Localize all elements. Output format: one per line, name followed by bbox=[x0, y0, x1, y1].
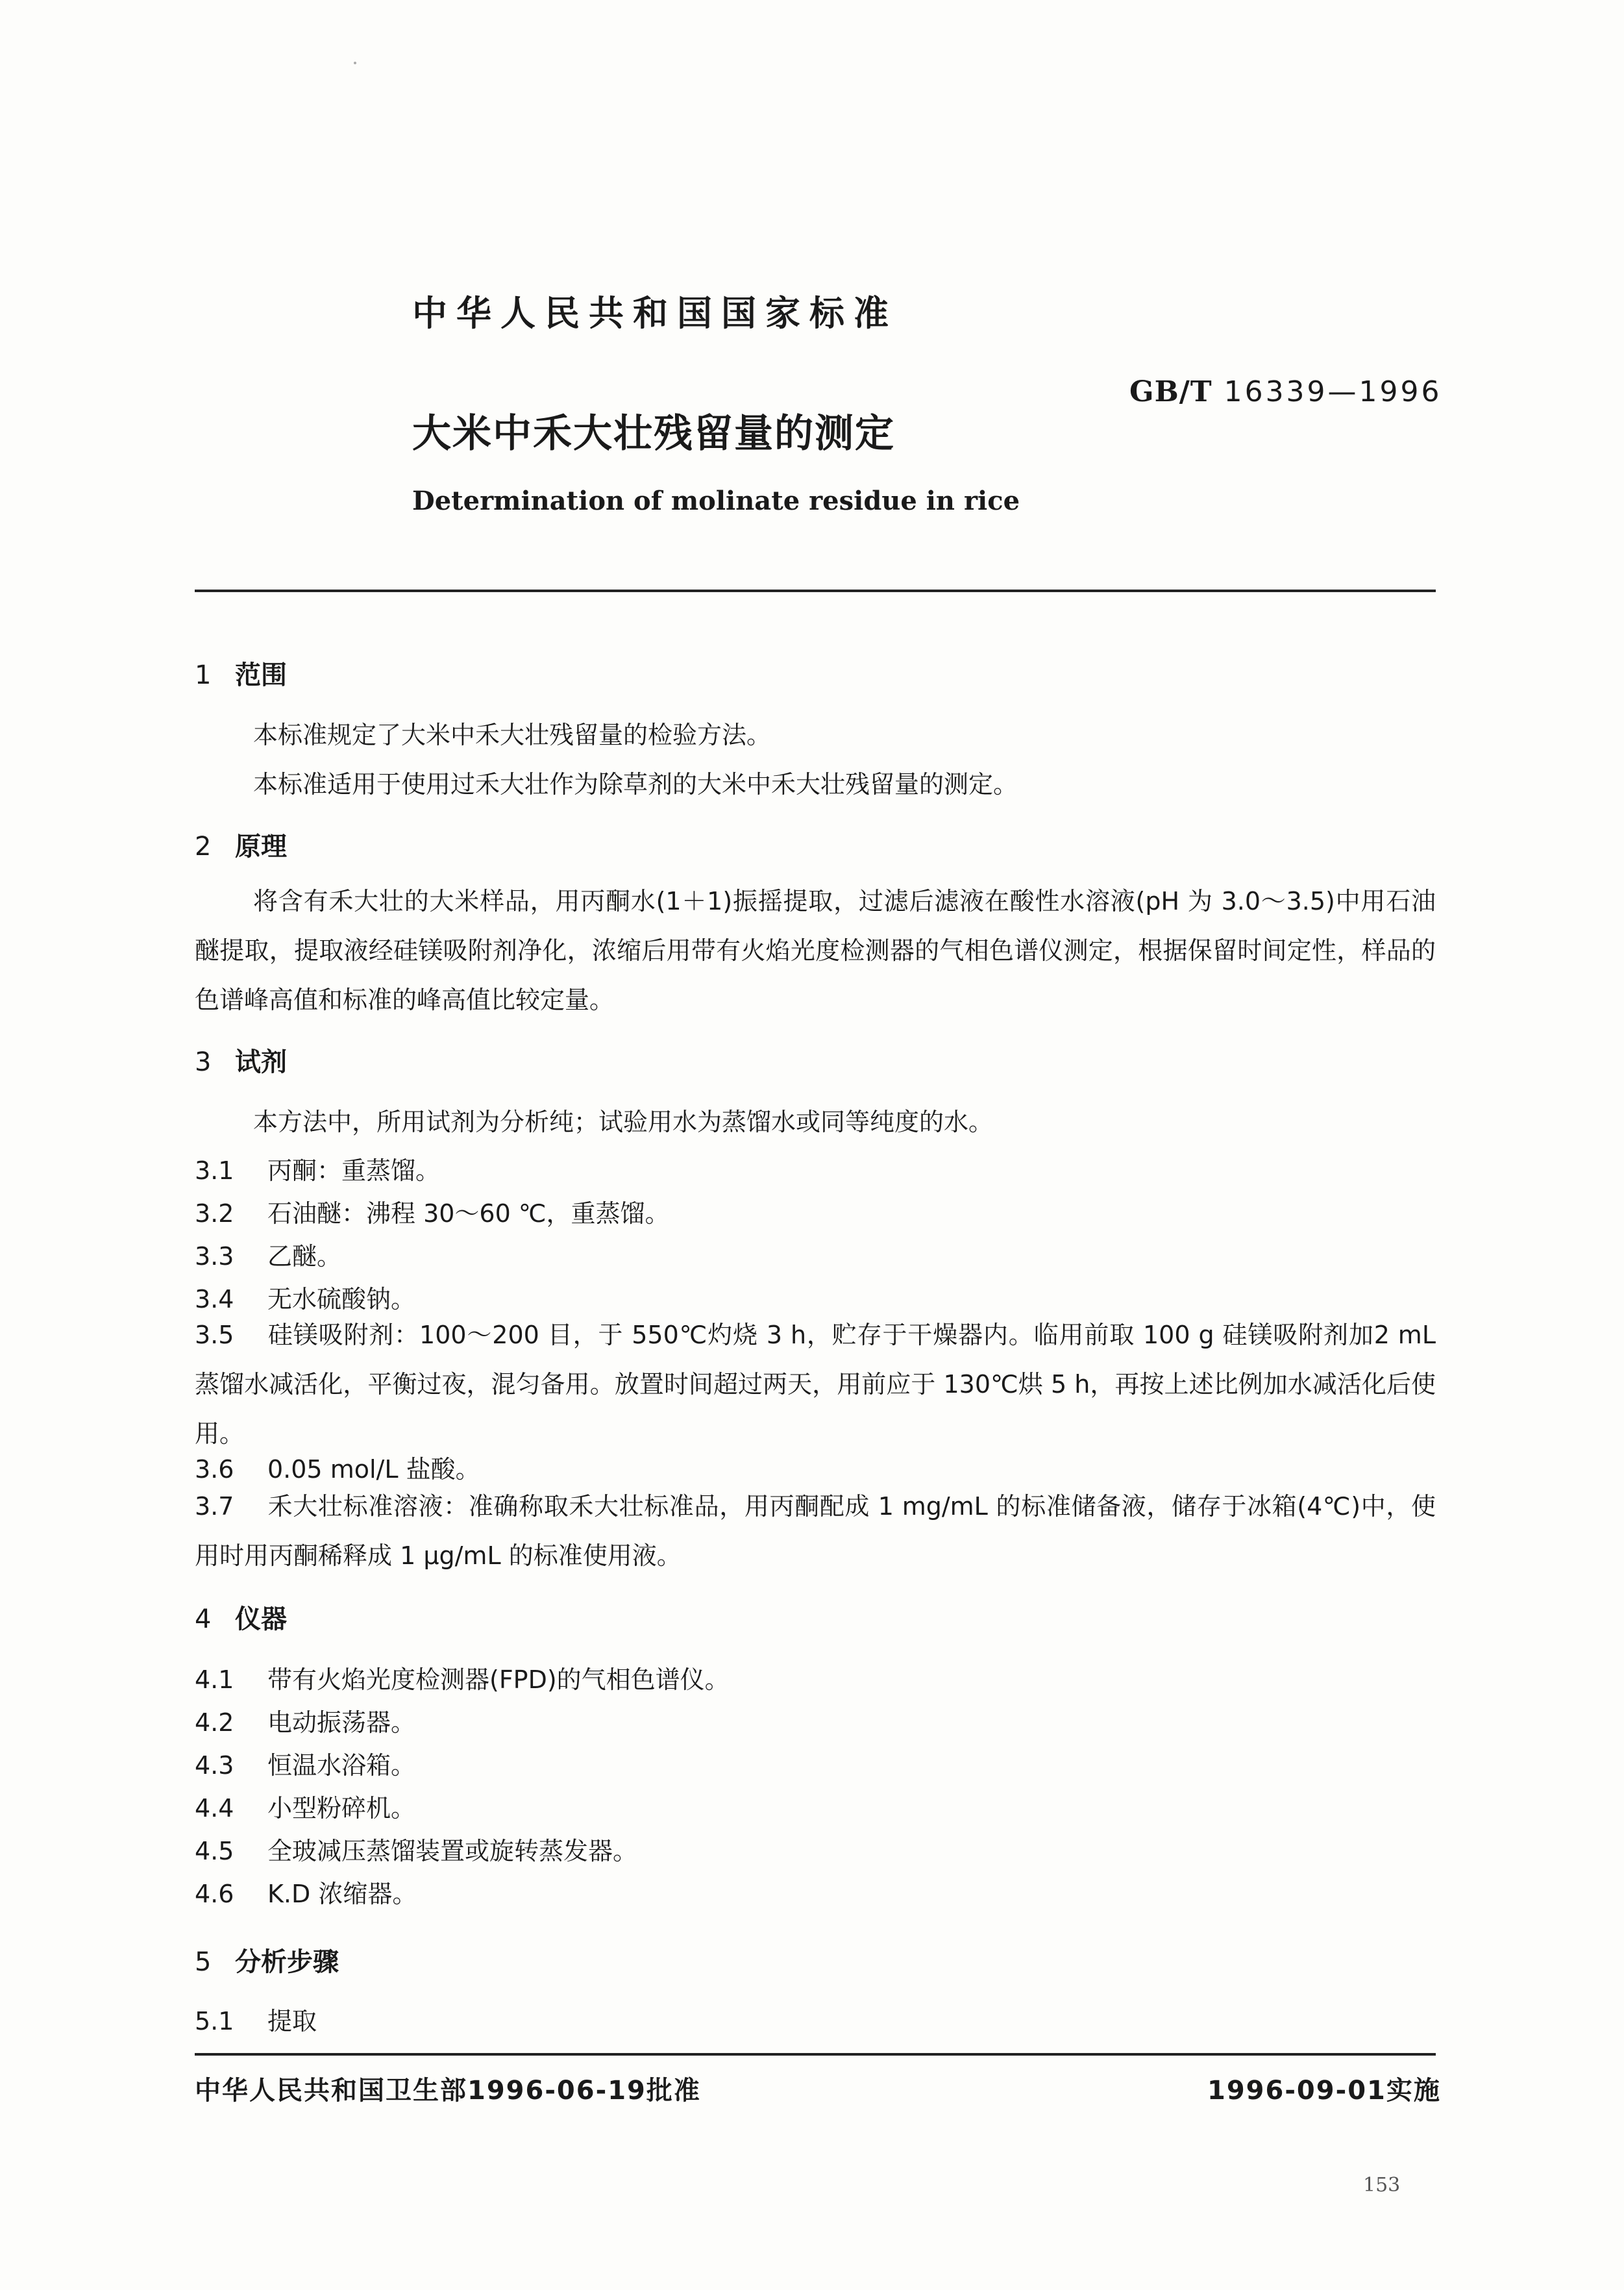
instrument-item bbox=[195, 1831, 637, 1867]
document-title: 大米中禾大壮残留量的测定 bbox=[412, 411, 895, 456]
section-5-heading bbox=[195, 1941, 339, 1978]
section-title: 分析步骤 bbox=[235, 1947, 339, 1977]
item-text: 石油醚：沸程 30～60 ℃，重蒸馏。 bbox=[267, 1199, 670, 1228]
header-divider bbox=[195, 590, 1436, 592]
approval-info: 中华人民共和国卫生部1996-06-19批准 bbox=[195, 2076, 701, 2106]
item-number: 4.6 bbox=[195, 1880, 234, 1908]
item-number: 5.1 bbox=[195, 2007, 234, 2035]
section-3-intro: 本方法中，所用试剂为分析纯；试验用水为蒸馏水或同等纯度的水。 bbox=[253, 1108, 994, 1136]
section-2-heading bbox=[195, 826, 287, 863]
item-number: 4.5 bbox=[195, 1837, 234, 1865]
item-text: 全玻减压蒸馏装置或旋转蒸发器。 bbox=[267, 1837, 638, 1865]
section-number: 1 bbox=[195, 660, 212, 690]
step-item bbox=[195, 2001, 317, 2037]
implementation-date: 1996-09-01实施 bbox=[1207, 2076, 1441, 2106]
page-number: 153 bbox=[1363, 2174, 1401, 2197]
item-text: 带有火焰光度检测器(FPD)的气相色谱仪。 bbox=[267, 1665, 730, 1694]
document-title-english: Determination of molinate residue in rice bbox=[412, 486, 1020, 516]
section-4-heading bbox=[195, 1599, 287, 1636]
item-text: 无水硫酸钠。 bbox=[267, 1285, 416, 1313]
instrument-item bbox=[195, 1874, 417, 1910]
item-number: 3.7 bbox=[195, 1492, 234, 1521]
item-text: 电动振荡器。 bbox=[267, 1708, 416, 1737]
section-number: 4 bbox=[195, 1604, 212, 1634]
section-title: 仪器 bbox=[235, 1604, 287, 1634]
scan-speck bbox=[354, 62, 356, 64]
item-text: 小型粉碎机。 bbox=[267, 1794, 416, 1823]
standard-number bbox=[1129, 375, 1442, 408]
standard-prefix: GB/T bbox=[1129, 375, 1212, 408]
section-title: 原理 bbox=[235, 832, 287, 862]
item-number: 3.4 bbox=[195, 1285, 234, 1313]
section-3-heading bbox=[195, 1041, 287, 1078]
item-text: 丙酮：重蒸馏。 bbox=[267, 1156, 441, 1185]
instrument-item bbox=[195, 1788, 415, 1824]
item-text: 0.05 mol/L 盐酸。 bbox=[267, 1455, 480, 1484]
item-number: 4.1 bbox=[195, 1665, 234, 1694]
instrument-item bbox=[195, 1702, 415, 1738]
section-title: 试剂 bbox=[235, 1047, 287, 1077]
item-text: 恒温水浴箱。 bbox=[267, 1751, 416, 1780]
item-number: 4.4 bbox=[195, 1794, 234, 1823]
item-text: K.D 浓缩器。 bbox=[267, 1880, 417, 1908]
section-number: 3 bbox=[195, 1047, 212, 1077]
reagent-item bbox=[195, 1151, 440, 1186]
reagent-item bbox=[195, 1236, 341, 1272]
item-number: 3.2 bbox=[195, 1199, 234, 1228]
section-2-paragraph: 将含有禾大壮的大米样品，用丙酮水(1＋1)振摇提取，过滤后滤液在酸性水溶液(pH 为 3.0～3.5)中用石油醚提取，提取液经硅镁吸附剂净化，浓缩后用带有火焰光度检测器的气相色谱仪测定，根据保留时间定性，样品的色谱峰高值和标准的峰高值比较定量。 bbox=[195, 887, 1436, 1014]
item-number: 3.1 bbox=[195, 1156, 234, 1185]
item-number: 3.5 bbox=[195, 1321, 234, 1349]
item-number: 4.3 bbox=[195, 1751, 234, 1780]
section-1-paragraph-2: 本标准适用于使用过禾大壮作为除草剂的大米中禾大壮残留量的测定。 bbox=[253, 770, 1018, 799]
section-number: 2 bbox=[195, 832, 212, 862]
item-text: 硅镁吸附剂：100～200 目，于 550℃灼烧 3 h，贮存于干燥器内。临用前取 100 g 硅镁吸附剂加2 mL 蒸馏水减活化，平衡过夜，混匀备用。放置时间超过两天，用前应于 130℃烘 5 h，再按上述比例加水减活化后使用。 bbox=[195, 1321, 1436, 1448]
item-text: 禾大壮标准溶液：准确称取禾大壮标准品，用丙酮配成 1 mg/mL 的标准储备液，储存于冰箱(4℃)中，使用时用丙酮稀释成 1 μg/mL 的标准使用液。 bbox=[195, 1492, 1436, 1570]
section-1-paragraph-1: 本标准规定了大米中禾大壮残留量的检验方法。 bbox=[253, 721, 772, 749]
section-title: 范围 bbox=[235, 660, 287, 690]
reagent-item bbox=[195, 1310, 1436, 1458]
item-text: 提取 bbox=[267, 2007, 317, 2035]
reagent-item bbox=[195, 1482, 1436, 1580]
issuing-organization: 中华人民共和国国家标准 bbox=[412, 293, 898, 334]
footer-divider bbox=[195, 2053, 1436, 2056]
reagent-item bbox=[195, 1449, 480, 1485]
item-number: 3.3 bbox=[195, 1242, 234, 1271]
section-1-heading bbox=[195, 654, 287, 691]
instrument-item bbox=[195, 1660, 730, 1695]
item-text: 乙醚。 bbox=[267, 1242, 342, 1271]
reagent-item bbox=[195, 1193, 670, 1229]
section-number: 5 bbox=[195, 1947, 212, 1977]
item-number: 3.6 bbox=[195, 1455, 234, 1484]
instrument-item bbox=[195, 1745, 415, 1781]
standard-code: 16339—1996 bbox=[1224, 375, 1442, 408]
item-number: 4.2 bbox=[195, 1708, 234, 1737]
reagent-item bbox=[195, 1279, 415, 1315]
